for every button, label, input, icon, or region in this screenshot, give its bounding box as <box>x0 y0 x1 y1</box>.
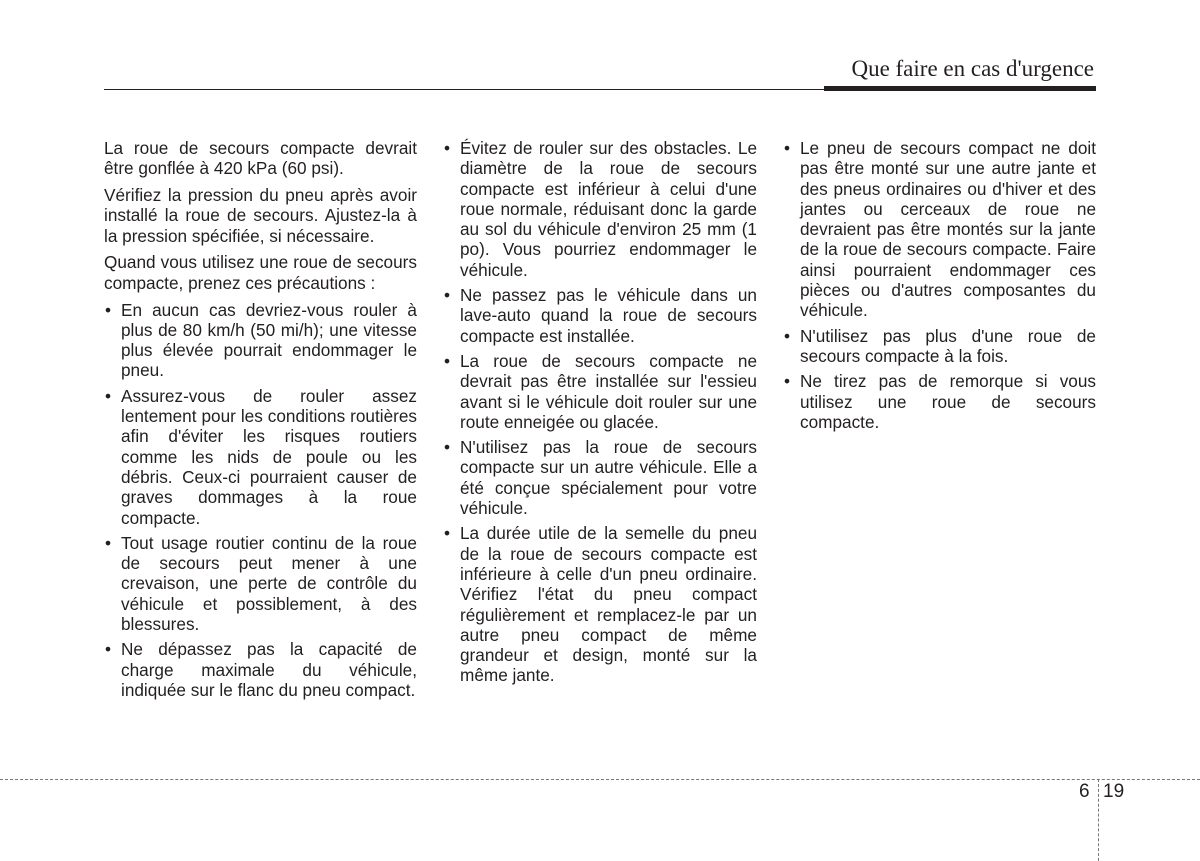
list-item: • Ne dépassez pas la capacité de charge maximale du véhicule, indiquée sur le flanc du pneu compact. <box>104 639 417 700</box>
paragraph: Vérifiez la pression du pneu après avoir installé la roue de secours. Ajustez-la à la pression spécifiée, si nécessaire. <box>104 185 417 246</box>
list-item: • La roue de secours compacte ne devrait pas être installée sur l'essieu avant si le véhicule doit rouler sur une route enneigée ou glacée. <box>443 351 757 432</box>
precautions-list <box>783 138 1096 432</box>
list-item: • La durée utile de la semelle du pneu de la roue de secours compacte est inférieure à celle d'un pneu ordinaire. Vérifiez l'état du pneu compact régulièrement et remplacez-le par un autre pneu compact de même grandeur et design, monté sur la même jante. <box>443 523 757 685</box>
precautions-list <box>104 300 417 701</box>
list-item: • N'utilisez pas la roue de secours compacte sur un autre véhicule. Elle a été conçue spécialement pour votre véhicule. <box>443 437 757 518</box>
list-item: • Tout usage routier continu de la roue de secours peut mener à une crevaison, une perte de contrôle du véhicule et possiblement, à des blessures. <box>104 533 417 634</box>
page-number: 19 <box>1103 781 1125 802</box>
footer-page-separator <box>1098 779 1099 861</box>
list-item: • Le pneu de secours compact ne doit pas être monté sur une autre jante et des pneus ordinaires ou d'hiver et des jantes ou cerceaux de roue ne devraient pas être montés sur la jante de la roue de secours compacte. Faire ainsi pourraient endommager ces pièces ou d'autres composantes du véhicule. <box>783 138 1096 321</box>
paragraph: Quand vous utilisez une roue de secours compacte, prenez ces précautions : <box>104 252 417 293</box>
list-item: • N'utilisez pas plus d'une roue de secours compacte à la fois. <box>783 326 1096 367</box>
precautions-list <box>443 138 757 686</box>
footer-divider <box>0 779 1200 780</box>
paragraph: La roue de secours compacte devrait être gonflée à 420 kPa (60 psi). <box>104 138 417 179</box>
list-item: • Évitez de rouler sur des obstacles. Le diamètre de la roue de secours compacte est inférieur à celui d'une roue normale, réduisant donc la garde au sol du véhicule d'environ 25 mm (1 po). Vous pourriez endommager le véhicule. <box>443 138 757 280</box>
chapter-number: 6 <box>1079 781 1090 802</box>
list-item: • Assurez-vous de rouler assez lentement pour les conditions routières afin d'éviter les risques routiers comme les nids de poule ou les débris. Ceux-ci pourraient causer de graves dommages à la roue compacte. <box>104 386 417 528</box>
list-item: • Ne passez pas le véhicule dans un lave-auto quand la roue de secours compacte est installée. <box>443 285 757 346</box>
list-item: • En aucun cas devriez-vous rouler à plus de 80 km/h (50 mi/h); une vitesse plus élevée pourrait endommager le pneu. <box>104 300 417 381</box>
column-2 <box>443 138 757 691</box>
list-item: • Ne tirez pas de remorque si vous utilisez une roue de secours compacte. <box>783 371 1096 432</box>
column-1 <box>104 138 417 705</box>
header-title: Que faire en cas d'urgence <box>851 56 1094 81</box>
column-3 <box>783 138 1096 437</box>
header-rule-accent <box>824 86 1096 91</box>
